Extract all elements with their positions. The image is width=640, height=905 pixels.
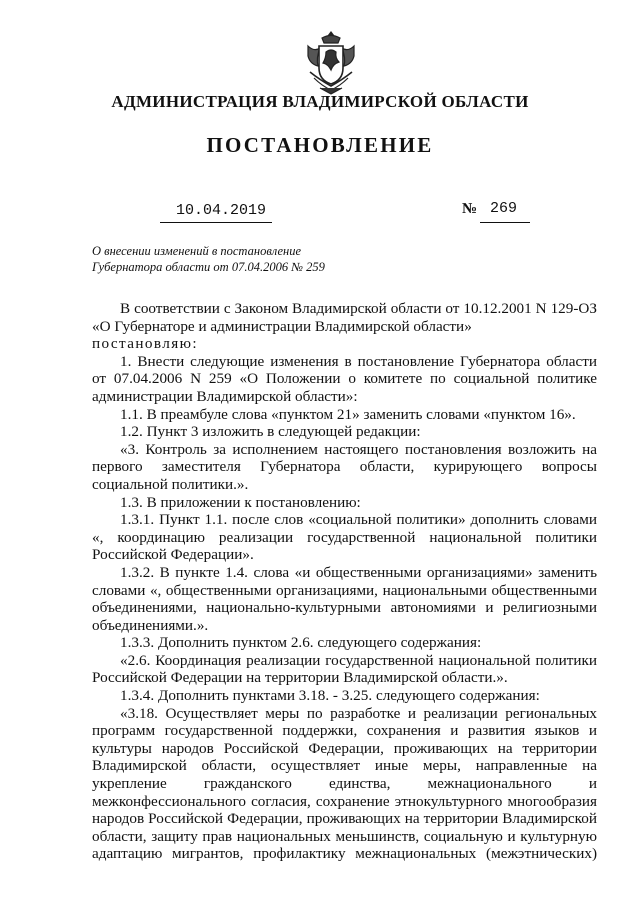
- document-type-heading: ПОСТАНОВЛЕНИЕ: [206, 133, 434, 157]
- number-sign: №: [462, 201, 478, 217]
- postanovlyayu-word: постановляю:: [92, 335, 199, 353]
- item-1: 1. Внести следующие изменения в постановление Губернатора области от 07.04.2006 N 259 «О Положении о комитете по социальной политике администрации Владимирской области»:: [92, 352, 597, 405]
- item-1-1: 1.1. В преамбуле слова «пунктом 21» заменить словами «пунктом 16».: [120, 405, 576, 423]
- preamble-paragraph: В соответствии с Законом Владимирской области от 10.12.2001 N 129-ОЗ «О Губернаторе и администрации Владимирской области»: [92, 300, 597, 335]
- number-underline: [480, 222, 530, 223]
- date-underline: [160, 222, 272, 223]
- document-date: 10.04.2019: [176, 202, 267, 219]
- coat-of-arms-emblem: [300, 28, 362, 98]
- document-number: 269: [490, 200, 518, 217]
- item-1-3-3: 1.3.3. Дополнить пунктом 2.6. следующего содержания:: [120, 634, 482, 652]
- organization-title: АДМИНИСТРАЦИЯ ВЛАДИМИРСКОЙ ОБЛАСТИ: [111, 92, 529, 111]
- item-3-18-quote: «3.18. Осуществляет меры по разработке и реализации региональных программ государственной поддержки, сохранения и развития языков и культуры народов Российской Федерации, проживающих на территории Владимирской области, осуществляет иные меры, направленные на укрепление гражданского единства, межнационального и межконфессионального согласия, сохранение этнокультурного многообразия народов Российской Федерации, проживающих на территории Владимирской области, защиту прав национальных меньшинств, социальную и культурную адаптацию мигрантов, профилактику межнациональных (межэтнических): [92, 704, 597, 863]
- subject-line-2: Губернатора области от 07.04.2006 № 259: [92, 260, 325, 274]
- subject-line-1: О внесении изменений в постановление: [92, 244, 302, 258]
- item-1-3: 1.3. В приложении к постановлению:: [120, 493, 361, 511]
- item-1-3-4: 1.3.4. Дополнить пунктами 3.18. - 3.25. следующего содержания:: [120, 687, 540, 705]
- item-1-2: 1.2. Пункт 3 изложить в следующей редакции:: [120, 423, 421, 441]
- item-1-2-quote: «3. Контроль за исполнением настоящего постановления возложить на первого заместителя Губернатора области, курирующего вопросы социальной политики.».: [92, 440, 597, 493]
- document-subject: [92, 243, 325, 275]
- item-1-3-1: 1.3.1. Пункт 1.1. после слов «социальной политики» дополнить словами «, координацию реализации государственной национальной политики Российской Федерации».: [92, 511, 597, 564]
- item-1-3-2: 1.3.2. В пункте 1.4. слова «и общественными организациями» заменить словами «, общественными организациями, национальными общественными объединениями, национально-культурными автономиями и религиозными объединениями.».: [92, 563, 597, 634]
- item-1-3-3-quote: «2.6. Координация реализации государственной национальной политики Российской Федерации на территории Владимирской области.».: [92, 651, 597, 687]
- document-body: [92, 300, 597, 863]
